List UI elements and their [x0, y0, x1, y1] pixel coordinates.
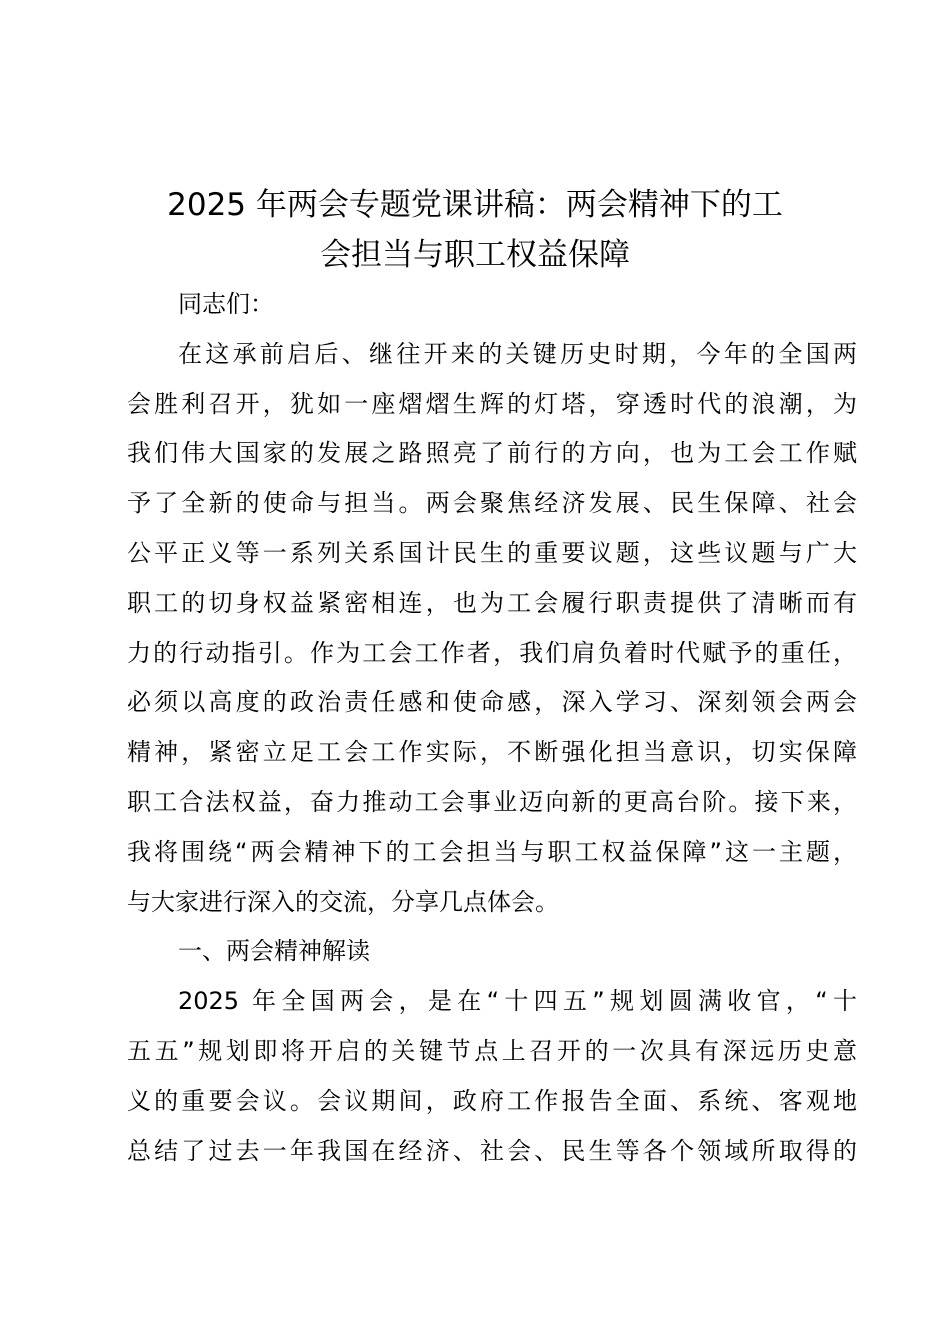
- paragraph-line: 我们伟大国家的发展之路照亮了前行的方向，也为工会工作赋: [127, 439, 857, 468]
- paragraph-line: 与大家进行深入的交流，分享几点体会。: [127, 887, 559, 916]
- paragraph-line: 予了全新的使命与担当。两会聚焦经济发展、民生保障、社会: [127, 489, 857, 518]
- paragraph-line: 五五”规划即将开启的关键节点上召开的一次具有深远历史意: [127, 1036, 857, 1065]
- paragraph-line: 公平正义等一系列关系国计民生的重要议题，这些议题与广大: [127, 538, 857, 567]
- paragraph-line: 总结了过去一年我国在经济、社会、民生等各个领域所取得的: [127, 1136, 857, 1165]
- paragraph-line: 我将围绕“两会精神下的工会担当与职工权益保障”这一主题，: [127, 837, 857, 866]
- paragraph-line: 职工合法权益，奋力推动工会事业迈向新的更高台阶。接下来，: [127, 787, 857, 816]
- paragraph-line: 会胜利召开，犹如一座熠熠生辉的灯塔，穿透时代的浪潮，为: [127, 389, 857, 418]
- paragraph-line: 职工的切身权益紧密相连，也为工会履行职责提供了清晰而有: [127, 588, 857, 617]
- intro-paragraph: [127, 338, 857, 936]
- title-line-2: 会担当与职工权益保障: [320, 237, 630, 273]
- document-title: [110, 180, 840, 280]
- paragraph-line: 精神，紧密立足工会工作实际，不断强化担当意识，切实保障: [127, 738, 857, 767]
- document-body: [127, 288, 857, 1184]
- paragraph-line: 义的重要会议。会议期间，政府工作报告全面、系统、客观地: [127, 1086, 857, 1115]
- salutation: 同志们：: [178, 290, 274, 318]
- paragraph-line: 力的行动指引。作为工会工作者，我们肩负着时代赋予的重任，: [127, 638, 857, 667]
- paragraph-line: 必须以高度的政治责任感和使命感，深入学习、深刻领会两会: [127, 688, 857, 717]
- title-line-1: 2025 年两会专题党课讲稿：两会精神下的工: [167, 187, 783, 223]
- section-paragraph: [127, 985, 857, 1184]
- paragraph-line: 在这承前启后、继往开来的关键历史时期，今年的全国两: [178, 339, 857, 368]
- section-heading: 一、两会精神解读: [178, 937, 370, 966]
- paragraph-line: 2025 年全国两会，是在“十四五”规划圆满收官，“十: [178, 987, 857, 1016]
